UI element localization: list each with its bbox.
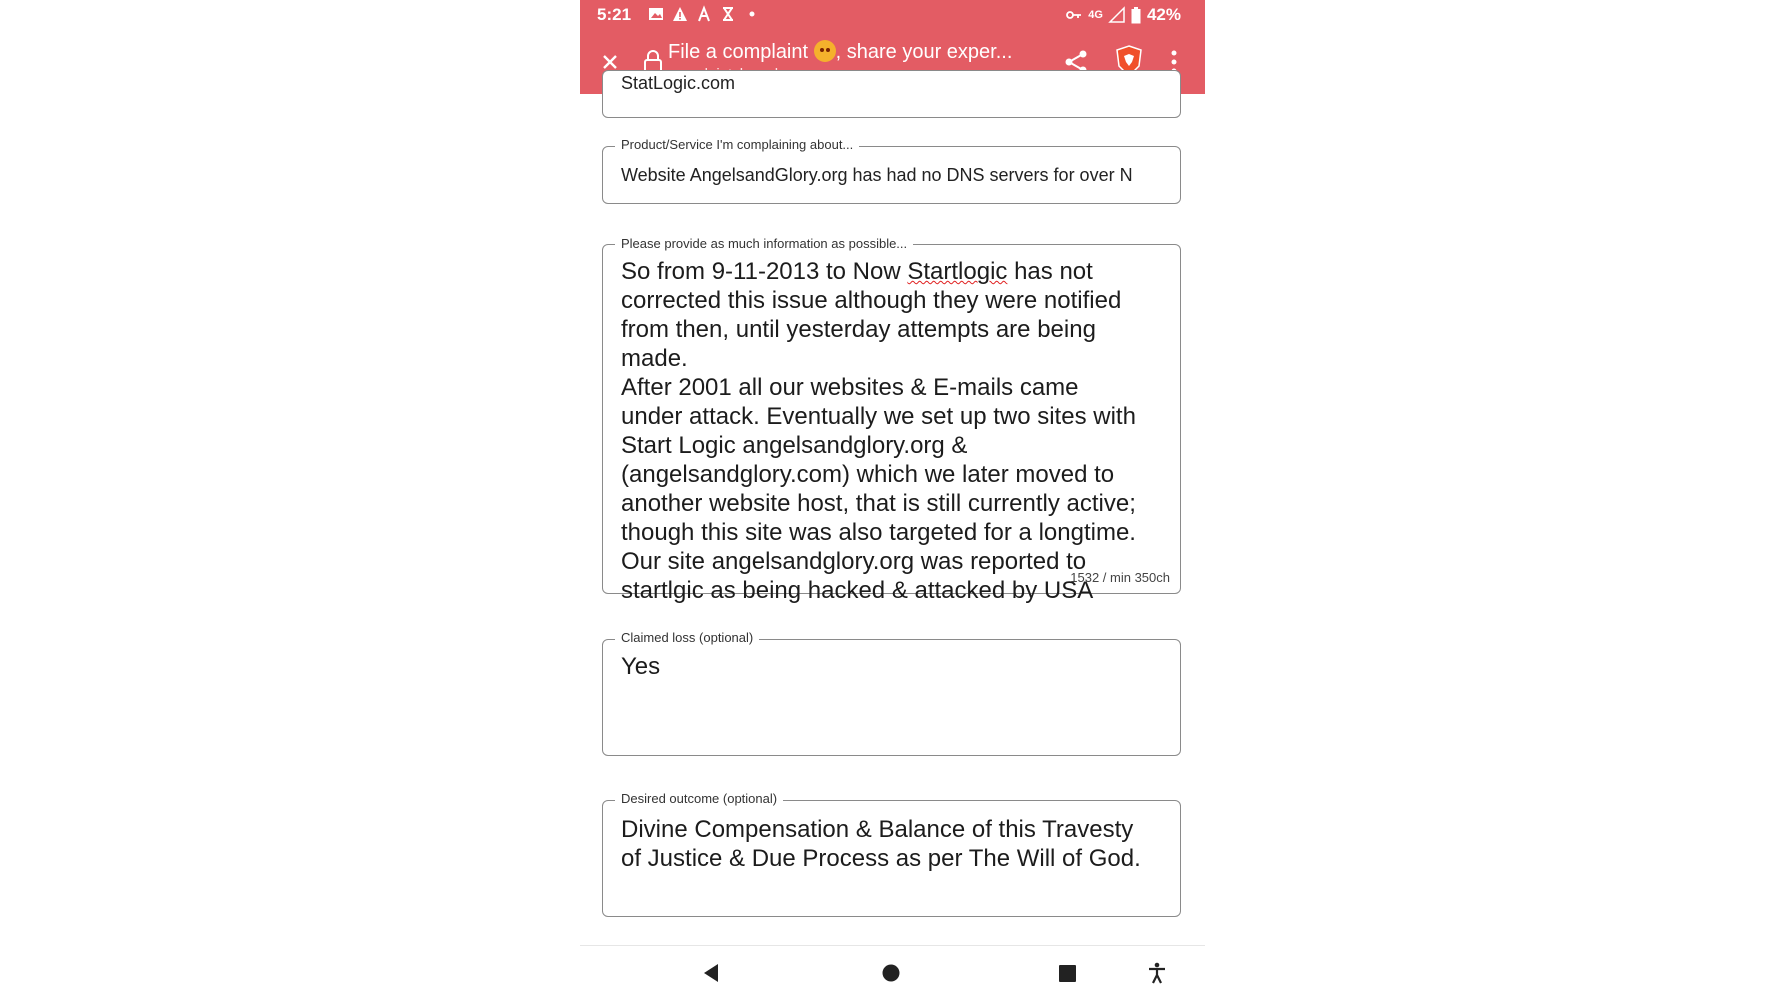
- desired-outcome-text: [621, 815, 1171, 873]
- title-suffix: , share your exper...: [835, 41, 1013, 63]
- battery-level: 42%: [1146, 5, 1181, 24]
- recents-icon[interactable]: [1056, 962, 1078, 984]
- details-line: from then, until yesterday attempts are being: [621, 316, 1096, 343]
- outcome-line: of Justice & Due Process as per The Will of God.: [621, 845, 1141, 872]
- product-label: Product/Service I'm complaining about...: [615, 137, 859, 152]
- misspelled-word: Startlogic: [907, 258, 1008, 285]
- phone-screen: [580, 0, 1205, 1000]
- character-counter: 1532 / min 350ch: [1070, 570, 1170, 585]
- company-field[interactable]: [602, 70, 1181, 118]
- key-icon: [1066, 7, 1082, 23]
- navigation-bar: [580, 945, 1205, 1001]
- claimed-loss-field[interactable]: [602, 630, 1181, 756]
- hourglass-icon: [720, 6, 736, 22]
- details-line: (angelsandglory.com) which we later moved to: [621, 461, 1115, 488]
- desired-outcome-field[interactable]: [602, 791, 1181, 917]
- details-line: startlgic as being hacked & attacked by USA: [621, 577, 1094, 604]
- network-type: 4G: [1088, 9, 1103, 21]
- home-icon[interactable]: [880, 962, 902, 984]
- accessibility-icon[interactable]: [1146, 962, 1168, 984]
- page-title[interactable]: [668, 40, 1012, 64]
- details-line: After 2001 all our websites & E-mails came: [621, 374, 1079, 401]
- details-line: under attack. Eventually we set up two sites with: [621, 403, 1136, 430]
- claimed-loss-value: Yes: [621, 653, 661, 680]
- outcome-line: Divine Compensation & Balance of this Travesty: [621, 816, 1134, 843]
- details-line: Our site angelsandglory.org was reported to: [621, 548, 1087, 575]
- complaint-form: [580, 73, 1205, 945]
- claimed-loss-label: Claimed loss (optional): [615, 630, 759, 645]
- details-text: [621, 257, 1171, 605]
- details-line-1: So from 9-11-2013 to Now Startlogic has not: [621, 258, 1093, 285]
- status-bar: [580, 0, 1205, 30]
- details-line: though this site was also targeted for a longtime.: [621, 519, 1136, 546]
- image-icon: [648, 6, 664, 22]
- font-icon: [696, 6, 712, 22]
- angry-face-icon: [814, 40, 836, 62]
- product-field[interactable]: [602, 137, 1181, 204]
- details-line: another website host, that is still currently active;: [621, 490, 1136, 517]
- back-icon[interactable]: [700, 962, 722, 984]
- details-line: corrected this issue although they were notified: [621, 287, 1122, 314]
- status-right: [1066, 5, 1181, 25]
- details-textarea[interactable]: [602, 236, 1181, 604]
- dot-icon: [744, 6, 760, 22]
- company-value: StatLogic.com: [621, 73, 736, 93]
- notification-icons: [648, 6, 760, 22]
- signal-icon: [1109, 7, 1125, 23]
- details-label: Please provide as much information as possible...: [615, 236, 913, 251]
- details-line: made.: [621, 345, 688, 372]
- title-prefix: File a complaint: [668, 41, 809, 63]
- details-line: Start Logic angelsandglory.org &: [621, 432, 968, 459]
- product-input: Website AngelsandGlory.org has had no DNS servers for over N: [621, 165, 1133, 185]
- desired-outcome-label: Desired outcome (optional): [615, 791, 783, 806]
- battery-icon: [1131, 7, 1141, 24]
- warning-icon: [672, 6, 688, 22]
- status-time: 5:21: [597, 5, 632, 24]
